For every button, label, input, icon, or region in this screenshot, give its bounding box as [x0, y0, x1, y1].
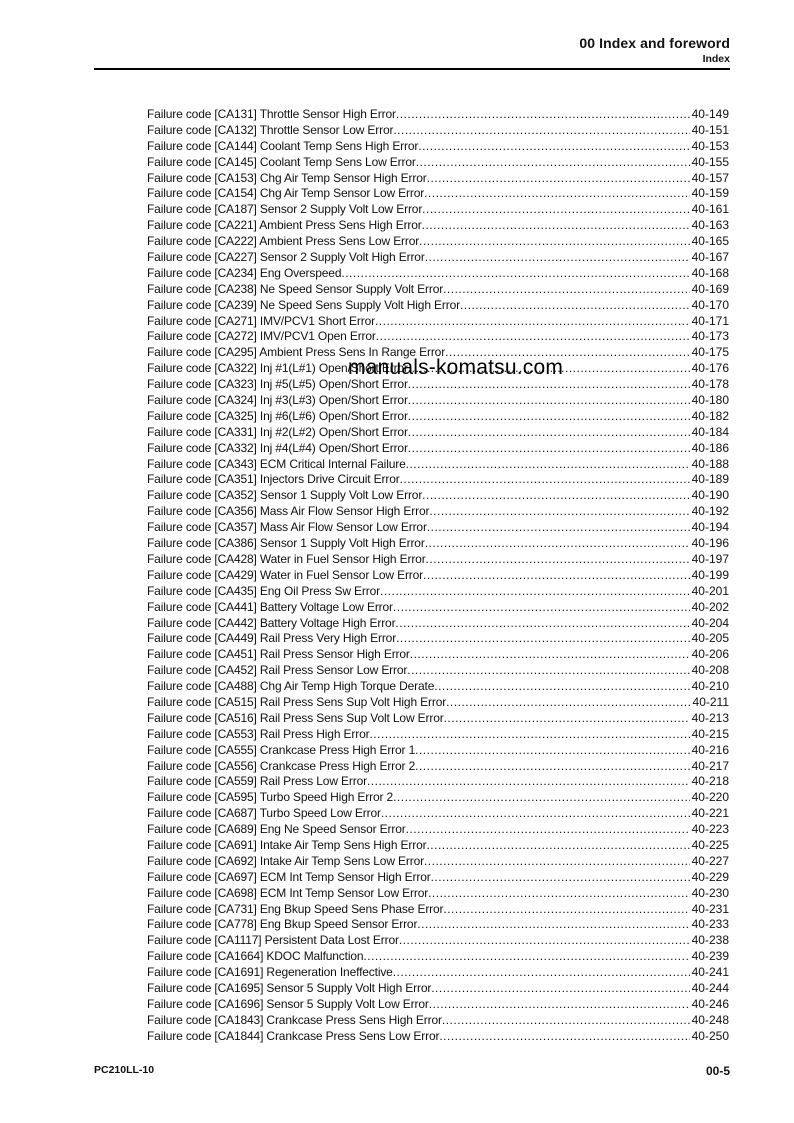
- dot-leader: [396, 107, 690, 123]
- index-entry-title: Failure code [CA516] Rail Press Sens Sup Volt Low Error: [147, 710, 444, 725]
- index-entry-title: Failure code [CA687] Turbo Speed Low Error: [147, 806, 381, 821]
- index-entry-title: Failure code [CA556] Crankcase Press High Error 2: [147, 758, 416, 773]
- index-entry[interactable]: [147, 234, 729, 250]
- dot-leader: [406, 457, 690, 473]
- index-entry[interactable]: [147, 616, 729, 632]
- index-entry-page: 40-197: [691, 551, 729, 566]
- index-entry-page: 40-151: [691, 122, 729, 137]
- dot-leader: [393, 965, 690, 981]
- dot-leader: [408, 441, 690, 457]
- section-title: 00 Index and foreword: [579, 35, 730, 51]
- index-entry[interactable]: [147, 552, 729, 568]
- index-entry-title: Failure code [CA144] Coolant Temp Sens High Error: [147, 138, 419, 153]
- index-entry-title: Failure code [CA449] Rail Press Very High Error: [147, 631, 397, 646]
- dot-leader: [422, 202, 689, 218]
- index-entry-page: 40-199: [691, 567, 729, 582]
- dot-leader: [425, 536, 690, 552]
- index-entry[interactable]: [147, 679, 729, 695]
- index-entry-page: 40-233: [691, 917, 729, 932]
- index-entry[interactable]: [147, 186, 729, 202]
- index-entry-title: Failure code [CA488] Chg Air Temp High Torque Derate: [147, 679, 435, 694]
- index-list: [147, 107, 729, 1045]
- index-entry-page: 40-210: [691, 679, 729, 694]
- index-entry-title: Failure code [CA323] Inj #5(L#5) Open/Short Error: [147, 377, 408, 392]
- index-entry-title: Failure code [CA689] Eng Ne Speed Sensor Error: [147, 822, 406, 837]
- dot-leader: [367, 774, 690, 790]
- index-entry-page: 40-165: [691, 234, 729, 249]
- index-entry-page: 40-204: [691, 615, 729, 630]
- index-entry-title: Failure code [CA351] Injectors Drive Circuit Error: [147, 472, 400, 487]
- index-entry-page: 40-190: [691, 488, 729, 503]
- index-entry-title: Failure code [CA442] Battery Voltage High Error: [147, 615, 396, 630]
- index-entry-page: 40-180: [691, 393, 729, 408]
- watermark: manuals-komatsu.com: [348, 356, 564, 379]
- index-entry-page: 40-246: [691, 996, 729, 1011]
- dot-leader: [408, 409, 690, 425]
- dot-leader: [446, 695, 690, 711]
- index-entry[interactable]: [147, 314, 729, 330]
- index-entry[interactable]: [147, 663, 729, 679]
- dot-leader: [434, 679, 689, 695]
- dot-leader: [415, 743, 690, 759]
- index-entry-page: 40-184: [691, 424, 729, 439]
- index-entry-page: 40-230: [691, 885, 729, 900]
- index-entry-title: Failure code [CA559] Rail Press Low Error: [147, 774, 367, 789]
- index-entry-title: Failure code [CA187] Sensor 2 Supply Volt Low Error: [147, 202, 423, 217]
- index-entry-title: Failure code [CA435] Eng Oil Press Sw Error: [147, 583, 380, 598]
- dot-leader: [425, 250, 690, 266]
- dot-leader: [426, 552, 690, 568]
- index-entry[interactable]: [147, 393, 729, 409]
- index-entry-title: Failure code [CA322] Inj #1(L#1) Open/Short Error: [147, 361, 408, 376]
- index-entry[interactable]: [147, 600, 729, 616]
- index-entry-page: 40-202: [691, 599, 729, 614]
- index-entry-title: Failure code [CA227] Sensor 2 Supply Volt High Error: [147, 250, 425, 265]
- index-entry[interactable]: [147, 520, 729, 536]
- index-entry[interactable]: [147, 917, 729, 933]
- index-entry-title: Failure code [CA331] Inj #2(L#2) Open/Short Error: [147, 424, 408, 439]
- index-entry[interactable]: [147, 202, 729, 218]
- footer-model: PC210LL-10: [94, 1064, 155, 1076]
- index-entry[interactable]: [147, 902, 729, 918]
- index-entry-page: 40-196: [691, 536, 729, 551]
- index-entry-page: 40-192: [691, 504, 729, 519]
- index-entry[interactable]: [147, 806, 729, 822]
- index-entry[interactable]: [147, 441, 729, 457]
- dot-leader: [380, 584, 690, 600]
- dot-leader: [423, 568, 690, 584]
- index-entry-page: 40-171: [691, 313, 729, 328]
- index-entry[interactable]: [147, 139, 729, 155]
- dot-leader: [428, 886, 690, 902]
- index-entry-title: Failure code [CA1696] Sensor 5 Supply Volt Low Error: [147, 996, 429, 1011]
- index-entry[interactable]: [147, 123, 729, 139]
- dot-leader: [417, 917, 689, 933]
- index-entry-title: Failure code [CA1117] Persistent Data Lost Error: [147, 933, 399, 948]
- index-entry[interactable]: [147, 933, 729, 949]
- dot-leader: [431, 981, 689, 997]
- dot-leader: [427, 520, 690, 536]
- index-entry[interactable]: [147, 870, 729, 886]
- index-entry[interactable]: [147, 790, 729, 806]
- index-entry-title: Failure code [CA1664] KDOC Malfunction: [147, 949, 364, 964]
- index-entry-title: Failure code [CA778] Eng Bkup Speed Sensor Error: [147, 917, 418, 932]
- dot-leader: [427, 171, 690, 187]
- dot-leader: [410, 647, 690, 663]
- index-entry-title: Failure code [CA697] ECM Int Temp Sensor High Error: [147, 869, 431, 884]
- index-entry-page: 40-215: [691, 726, 729, 741]
- index-entry-page: 40-218: [691, 774, 729, 789]
- index-entry[interactable]: [147, 329, 729, 345]
- index-entry-page: 40-189: [691, 472, 729, 487]
- index-entry-page: 40-250: [691, 1028, 729, 1043]
- dot-leader: [407, 663, 689, 679]
- index-entry[interactable]: [147, 997, 729, 1013]
- index-entry-page: 40-168: [691, 265, 729, 280]
- index-entry[interactable]: [147, 568, 729, 584]
- index-entry-page: 40-223: [691, 822, 729, 837]
- dot-leader: [395, 616, 689, 632]
- dot-leader: [424, 854, 690, 870]
- dot-leader: [393, 790, 690, 806]
- index-entry-page: 40-201: [691, 583, 729, 598]
- dot-leader: [399, 933, 690, 949]
- dot-leader: [381, 806, 690, 822]
- index-entry[interactable]: [147, 965, 729, 981]
- index-entry-page: 40-244: [691, 980, 729, 995]
- index-entry-title: Failure code [CA154] Chg Air Temp Sensor Low Error: [147, 186, 425, 201]
- index-entry-title: Failure code [CA731] Eng Bkup Speed Sens Phase Error: [147, 901, 444, 916]
- index-entry-title: Failure code [CA428] Water in Fuel Sensor High Error: [147, 551, 426, 566]
- index-entry-page: 40-248: [691, 1012, 729, 1027]
- index-entry-page: 40-153: [691, 138, 729, 153]
- index-entry-page: 40-206: [691, 647, 729, 662]
- index-entry[interactable]: [147, 631, 729, 647]
- index-entry-title: Failure code [CA145] Coolant Temp Sens Low Error: [147, 154, 416, 169]
- index-entry-title: Failure code [CA132] Throttle Sensor Low Error: [147, 122, 394, 137]
- index-entry-title: Failure code [CA1691] Regeneration Ineffective: [147, 965, 393, 980]
- index-entry[interactable]: [147, 282, 729, 298]
- index-entry-page: 40-159: [691, 186, 729, 201]
- dot-leader: [400, 472, 690, 488]
- index-entry[interactable]: [147, 457, 729, 473]
- index-entry[interactable]: [147, 711, 729, 727]
- index-entry[interactable]: [147, 472, 729, 488]
- index-entry-title: Failure code [CA1844] Crankcase Press Sens Low Error: [147, 1028, 440, 1043]
- index-entry-title: Failure code [CA238] Ne Speed Sensor Supply Volt Error: [147, 281, 444, 296]
- section-subtitle: Index: [702, 53, 730, 65]
- dot-leader: [393, 600, 690, 616]
- index-entry-page: 40-188: [691, 456, 729, 471]
- dot-leader: [422, 488, 689, 504]
- index-entry-title: Failure code [CA272] IMV/PCV1 Open Error: [147, 329, 376, 344]
- index-entry[interactable]: [147, 886, 729, 902]
- index-entry-page: 40-229: [691, 869, 729, 884]
- dot-leader: [408, 393, 690, 409]
- dot-leader: [415, 759, 690, 775]
- dot-leader: [416, 155, 690, 171]
- index-entry-page: 40-216: [691, 742, 729, 757]
- index-entry-page: 40-169: [691, 281, 729, 296]
- dot-leader: [406, 822, 690, 838]
- dot-leader: [444, 711, 690, 727]
- index-entry-title: Failure code [CA325] Inj #6(L#6) Open/Short Error: [147, 408, 408, 423]
- dot-leader: [375, 314, 690, 330]
- index-entry-page: 40-178: [691, 377, 729, 392]
- index-entry-page: 40-241: [691, 965, 729, 980]
- index-entry-title: Failure code [CA441] Battery Voltage Low Error: [147, 599, 393, 614]
- index-entry[interactable]: [147, 488, 729, 504]
- index-entry-page: 40-238: [691, 933, 729, 948]
- index-entry-page: 40-217: [691, 758, 729, 773]
- index-entry-title: Failure code [CA595] Turbo Speed High Error 2: [147, 790, 394, 805]
- index-entry-title: Failure code [CA429] Water in Fuel Sensor Low Error: [147, 567, 424, 582]
- dot-leader: [408, 425, 690, 441]
- index-entry[interactable]: [147, 743, 729, 759]
- index-entry[interactable]: [147, 266, 729, 282]
- index-entry[interactable]: [147, 171, 729, 187]
- index-entry-page: 40-231: [691, 901, 729, 916]
- dot-leader: [418, 139, 689, 155]
- index-entry-title: Failure code [CA698] ECM Int Temp Sensor Low Error: [147, 885, 429, 900]
- index-entry-title: Failure code [CA324] Inj #3(L#3) Open/Short Error: [147, 393, 408, 408]
- index-entry[interactable]: [147, 774, 729, 790]
- index-entry-title: Failure code [CA239] Ne Speed Sens Supply Volt High Error: [147, 297, 460, 312]
- index-entry-title: Failure code [CA221] Ambient Press Sens High Error: [147, 218, 422, 233]
- index-entry-title: Failure code [CA357] Mass Air Flow Sensor Low Error: [147, 520, 427, 535]
- dot-leader: [363, 949, 689, 965]
- index-entry-title: Failure code [CA131] Throttle Sensor High Error: [147, 107, 396, 121]
- index-entry[interactable]: [147, 727, 729, 743]
- index-entry-page: 40-173: [691, 329, 729, 344]
- index-entry[interactable]: [147, 695, 729, 711]
- index-entry-page: 40-221: [691, 806, 729, 821]
- index-entry-page: 40-208: [691, 663, 729, 678]
- index-entry[interactable]: [147, 536, 729, 552]
- index-entry-title: Failure code [CA343] ECM Critical Internal Failure: [147, 456, 406, 471]
- dot-leader: [443, 282, 690, 298]
- index-entry-page: 40-157: [691, 170, 729, 185]
- index-entry-title: Failure code [CA356] Mass Air Flow Sensor High Error: [147, 504, 430, 519]
- index-entry-page: 40-194: [691, 520, 729, 535]
- index-entry[interactable]: [147, 298, 729, 314]
- index-entry-title: Failure code [CA153] Chg Air Temp Sensor High Error: [147, 170, 427, 185]
- dot-leader: [439, 1029, 689, 1045]
- index-entry-page: 40-163: [691, 218, 729, 233]
- index-entry-title: Failure code [CA332] Inj #4(L#4) Open/Short Error: [147, 440, 408, 455]
- index-entry[interactable]: [147, 218, 729, 234]
- index-entry-page: 40-186: [691, 440, 729, 455]
- index-entry-page: 40-239: [691, 949, 729, 964]
- dot-leader: [426, 838, 689, 854]
- index-entry[interactable]: [147, 981, 729, 997]
- index-entry[interactable]: [147, 647, 729, 663]
- index-entry-title: Failure code [CA1695] Sensor 5 Supply Volt High Error: [147, 980, 432, 995]
- index-entry-title: Failure code [CA515] Rail Press Sens Sup Volt High Error: [147, 694, 447, 709]
- index-entry-page: 40-225: [691, 837, 729, 852]
- index-entry-page: 40-175: [691, 345, 729, 360]
- index-entry-page: 40-182: [691, 408, 729, 423]
- index-entry-page: 40-149: [691, 107, 729, 121]
- index-entry-title: Failure code [CA295] Ambient Press Sens In Range Error: [147, 345, 446, 360]
- index-entry[interactable]: [147, 838, 729, 854]
- footer-page-number: 00-5: [705, 1064, 730, 1078]
- index-entry-page: 40-205: [691, 631, 729, 646]
- index-entry[interactable]: [147, 759, 729, 775]
- index-entry[interactable]: [147, 584, 729, 600]
- index-entry-page: 40-220: [691, 790, 729, 805]
- index-entry-title: Failure code [CA271] IMV/PCV1 Short Error: [147, 313, 375, 328]
- index-entry-page: 40-227: [691, 853, 729, 868]
- index-entry[interactable]: [147, 822, 729, 838]
- index-entry-title: Failure code [CA386] Sensor 1 Supply Volt High Error: [147, 536, 425, 551]
- index-entry[interactable]: [147, 107, 729, 123]
- index-entry-page: 40-211: [692, 694, 729, 709]
- index-entry-page: 40-155: [691, 154, 729, 169]
- header-divider: [94, 68, 730, 70]
- index-entry[interactable]: [147, 854, 729, 870]
- index-entry[interactable]: [147, 425, 729, 441]
- dot-leader: [429, 504, 689, 520]
- index-entry-title: Failure code [CA452] Rail Press Sensor Low Error: [147, 663, 408, 678]
- index-entry[interactable]: [147, 409, 729, 425]
- dot-leader: [442, 1013, 690, 1029]
- dot-leader: [376, 329, 690, 345]
- dot-leader: [431, 870, 690, 886]
- dot-leader: [424, 186, 690, 202]
- index-entry-title: Failure code [CA691] Intake Air Temp Sens High Error: [147, 837, 427, 852]
- dot-leader: [419, 234, 690, 250]
- dot-leader: [369, 727, 689, 743]
- dot-leader: [422, 218, 690, 234]
- index-entry[interactable]: [147, 1013, 729, 1029]
- dot-leader: [460, 298, 690, 314]
- dot-leader: [443, 902, 689, 918]
- index-entry-page: 40-161: [691, 202, 729, 217]
- index-entry-title: Failure code [CA234] Eng Overspeed: [147, 265, 342, 280]
- index-entry[interactable]: [147, 155, 729, 171]
- index-entry-page: 40-167: [691, 250, 729, 265]
- index-entry-title: Failure code [CA451] Rail Press Sensor High Error: [147, 647, 410, 662]
- dot-leader: [396, 631, 690, 647]
- index-entry[interactable]: [147, 949, 729, 965]
- index-entry-title: Failure code [CA555] Crankcase Press High Error 1: [147, 742, 416, 757]
- index-entry-page: 40-213: [691, 710, 729, 725]
- dot-leader: [429, 997, 690, 1013]
- dot-leader: [393, 123, 689, 139]
- index-entry[interactable]: [147, 504, 729, 520]
- index-entry-page: 40-176: [691, 361, 729, 376]
- index-entry-title: Failure code [CA553] Rail Press High Error: [147, 726, 370, 741]
- index-entry[interactable]: [147, 1029, 729, 1045]
- index-entry-title: Failure code [CA692] Intake Air Temp Sens Low Error: [147, 853, 424, 868]
- index-entry[interactable]: [147, 250, 729, 266]
- dot-leader: [341, 266, 689, 282]
- index-entry-title: Failure code [CA1843] Crankcase Press Sens High Error: [147, 1012, 442, 1027]
- index-entry-title: Failure code [CA222] Ambient Press Sens Low Error: [147, 234, 420, 249]
- index-entry-title: Failure code [CA352] Sensor 1 Supply Volt Low Error: [147, 488, 423, 503]
- index-entry-page: 40-170: [691, 297, 729, 312]
